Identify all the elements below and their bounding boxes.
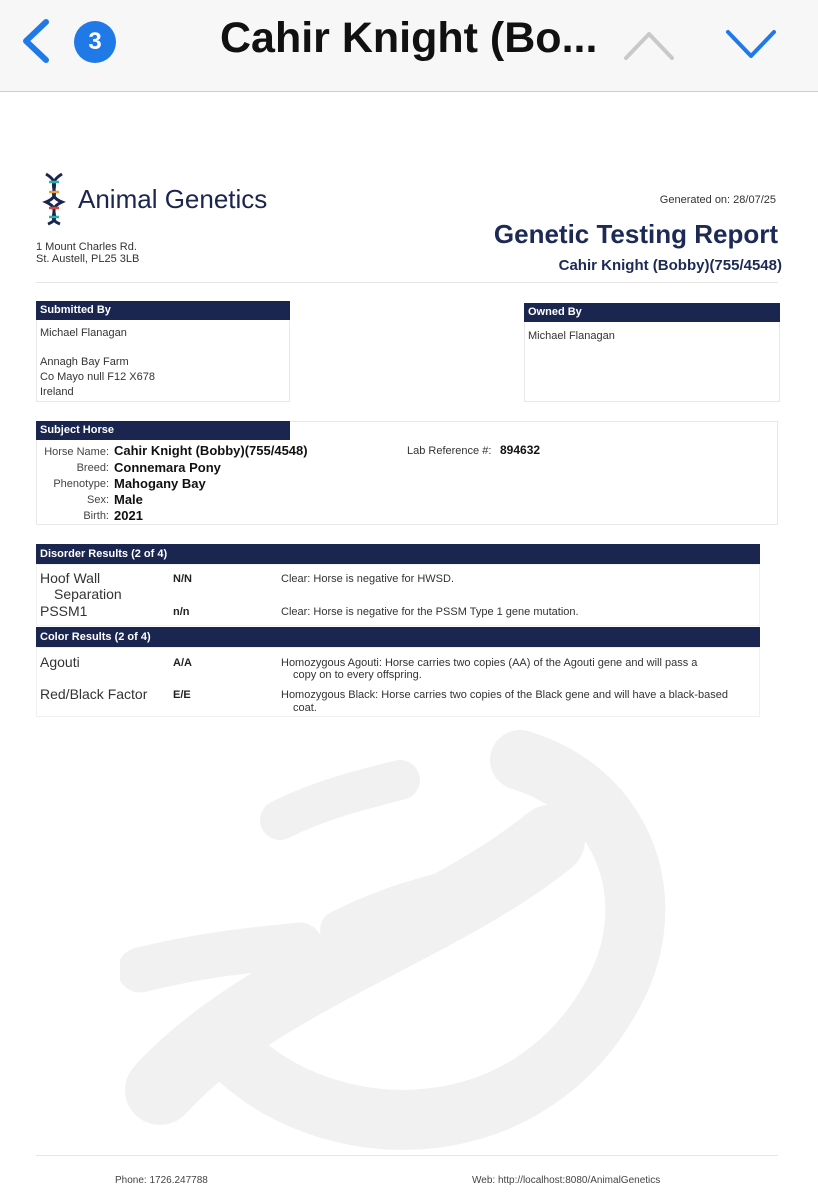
disorder-results-heading: Disorder Results (2 of 4) xyxy=(36,544,760,564)
horse-name-value: Cahir Knight (Bobby)(755/4548) xyxy=(114,443,308,458)
disorder-genotype: n/n xyxy=(173,606,190,618)
color-description: Homozygous Agouti: Horse carries two copies (AA) of the Agouti gene and will pass a xyxy=(281,657,698,669)
chevron-up-icon[interactable] xyxy=(622,28,676,62)
owner-name: Michael Flanagan xyxy=(528,330,615,342)
report-title: Genetic Testing Report xyxy=(493,219,778,249)
lab-reference-label: Lab Reference #: xyxy=(407,445,492,457)
color-genotype: E/E xyxy=(173,689,191,701)
owned-by-heading: Owned By xyxy=(524,303,780,322)
footer-web-link[interactable]: Web: http://localhost:8080/AnimalGenetics xyxy=(472,1175,661,1186)
dna-watermark-icon xyxy=(120,730,680,1160)
generated-date: Generated on: 28/07/25 xyxy=(659,194,776,206)
subject-horse-heading: Subject Horse xyxy=(36,421,290,440)
chevron-left-icon[interactable] xyxy=(18,16,54,66)
nav-title: Cahir Knight (Bo... xyxy=(220,14,598,62)
disorder-name-cont: Separation xyxy=(54,586,122,602)
report-subject: Cahir Knight (Bobby)(755/4548) xyxy=(558,257,782,274)
submitter-name: Michael Flanagan xyxy=(40,327,127,339)
disorder-name: PSSM1 xyxy=(40,603,88,619)
lab-reference-value: 894632 xyxy=(500,443,541,457)
color-gene-name: Agouti xyxy=(40,654,80,670)
footer-phone: Phone: 1726.247788 xyxy=(115,1175,208,1186)
color-results-heading: Color Results (2 of 4) xyxy=(36,627,760,647)
color-gene-name: Red/Black Factor xyxy=(40,686,148,702)
disorder-name: Hoof Wall xyxy=(40,570,101,586)
breed-label: Breed: xyxy=(76,462,109,474)
phenotype-value: Mahogany Bay xyxy=(114,476,206,491)
color-description: Homozygous Black: Horse carries two copies of the Black gene and will have a black-based xyxy=(281,689,728,701)
horse-name-label: Horse Name: xyxy=(44,446,109,458)
chevron-down-icon[interactable] xyxy=(724,26,778,60)
submitted-by-heading: Submitted By xyxy=(36,301,290,320)
footer-divider xyxy=(36,1155,778,1156)
birth-value: 2021 xyxy=(114,508,143,523)
sex-value: Male xyxy=(114,492,143,507)
disorder-genotype: N/N xyxy=(173,573,192,585)
nav-bar xyxy=(0,0,818,92)
color-genotype: A/A xyxy=(173,657,192,669)
birth-label: Birth: xyxy=(83,510,109,522)
disorder-description: Clear: Horse is negative for the PSSM Type 1 gene mutation. xyxy=(281,606,579,618)
address-line: St. Austell, PL25 3LB xyxy=(36,253,140,265)
address-line: 1 Mount Charles Rd. xyxy=(36,241,137,253)
submitter-address-line: Ireland xyxy=(40,386,74,398)
sex-label: Sex: xyxy=(86,494,109,506)
color-description-cont: copy on to every offspring. xyxy=(293,669,422,681)
unread-count-badge[interactable]: 3 xyxy=(74,21,116,63)
submitter-address-line: Co Mayo null F12 X678 xyxy=(40,371,155,383)
disorder-description: Clear: Horse is negative for HWSD. xyxy=(281,573,454,585)
color-description-cont: coat. xyxy=(293,702,317,714)
breed-value: Connemara Pony xyxy=(114,460,221,475)
header-divider xyxy=(36,282,778,283)
dna-logo-icon xyxy=(40,172,68,226)
company-address xyxy=(36,241,139,265)
brand-name: Animal Genetics xyxy=(78,184,268,214)
submitter-address-line: Annagh Bay Farm xyxy=(40,356,129,368)
phenotype-label: Phenotype: xyxy=(53,478,109,490)
